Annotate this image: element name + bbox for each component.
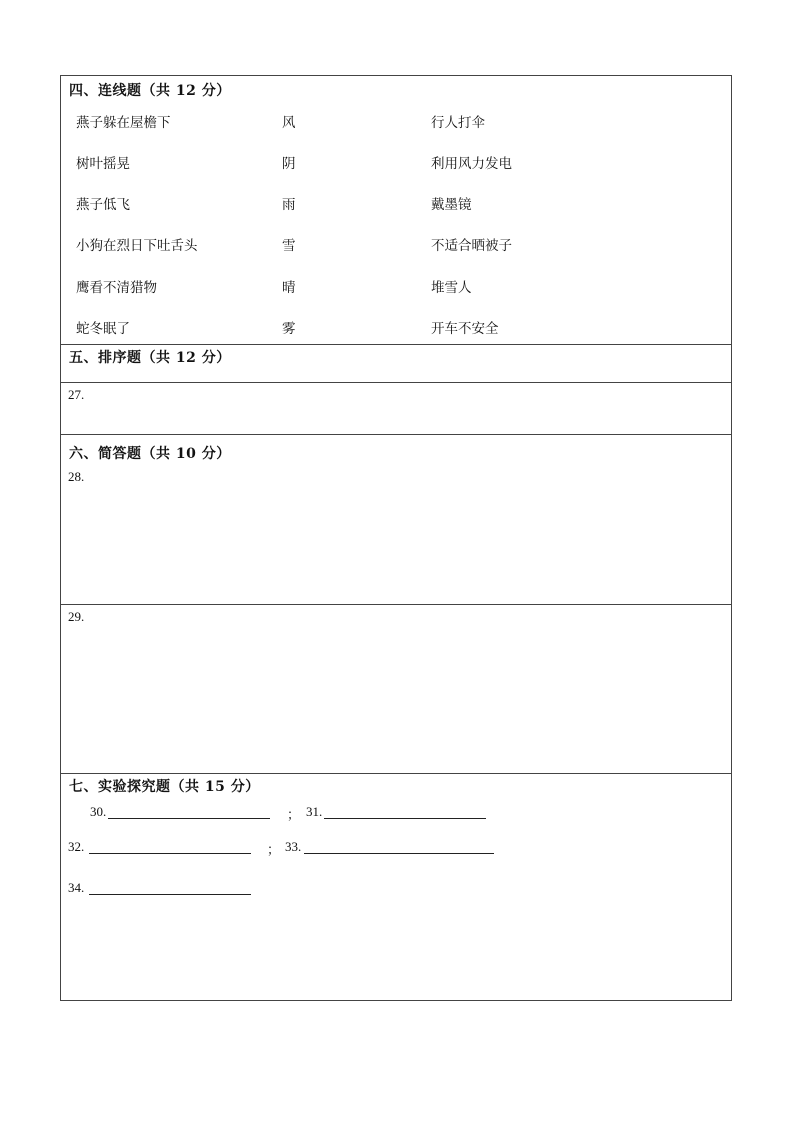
- question-number: 33.: [285, 839, 302, 854]
- question-number: 32.: [68, 839, 85, 854]
- answer-blank-31[interactable]: [324, 805, 486, 819]
- match-right[interactable]: 开车不安全: [431, 321, 499, 337]
- answer-box-28[interactable]: [61, 435, 731, 605]
- answer-blank-30[interactable]: [108, 805, 270, 819]
- question-number: 29.: [68, 609, 85, 624]
- match-right[interactable]: 不适合晒被子: [431, 238, 512, 254]
- match-right[interactable]: 利用风力发电: [431, 156, 512, 172]
- match-left[interactable]: 燕子低飞: [76, 197, 130, 213]
- match-left[interactable]: 树叶摇晃: [76, 156, 130, 172]
- answer-blank-34[interactable]: [89, 881, 251, 895]
- match-mid[interactable]: 雪: [282, 238, 296, 254]
- section-heading: 六、简答题（共 10 分）: [69, 446, 231, 462]
- match-left[interactable]: 燕子躲在屋檐下: [76, 115, 171, 131]
- section-heading: 七、实验探究题（共 15 分）: [69, 779, 260, 795]
- answer-blank-32[interactable]: [89, 840, 251, 854]
- question-number: 30.: [90, 804, 107, 819]
- question-number: 31.: [306, 804, 323, 819]
- match-right[interactable]: 堆雪人: [431, 280, 472, 296]
- answer-box-27[interactable]: [61, 383, 731, 435]
- section-matching: [61, 76, 731, 345]
- section-heading: 四、连线题（共 12 分）: [69, 83, 231, 99]
- section-ordering: [61, 345, 731, 383]
- match-right[interactable]: 戴墨镜: [431, 197, 472, 213]
- answer-blank-33[interactable]: [304, 840, 494, 854]
- match-mid[interactable]: 晴: [282, 280, 296, 296]
- section-experiment: [61, 774, 731, 1000]
- match-mid[interactable]: 风: [282, 115, 296, 131]
- separator: ；: [287, 808, 301, 823]
- separator: ；: [267, 843, 281, 858]
- match-mid[interactable]: 雨: [282, 197, 296, 213]
- match-left[interactable]: 蛇冬眠了: [76, 321, 130, 337]
- match-left[interactable]: 鹰看不清猎物: [76, 280, 157, 296]
- match-mid[interactable]: 雾: [282, 321, 296, 337]
- match-mid[interactable]: 阴: [282, 156, 296, 172]
- match-left[interactable]: 小狗在烈日下吐舌头: [76, 238, 198, 254]
- question-number: 34.: [68, 880, 85, 895]
- match-right[interactable]: 行人打伞: [431, 115, 485, 131]
- question-number: 28.: [68, 469, 85, 484]
- answer-sheet: [60, 75, 732, 1001]
- question-number: 27.: [68, 387, 85, 402]
- section-heading: 五、排序题（共 12 分）: [69, 350, 231, 366]
- answer-box-29[interactable]: [61, 605, 731, 774]
